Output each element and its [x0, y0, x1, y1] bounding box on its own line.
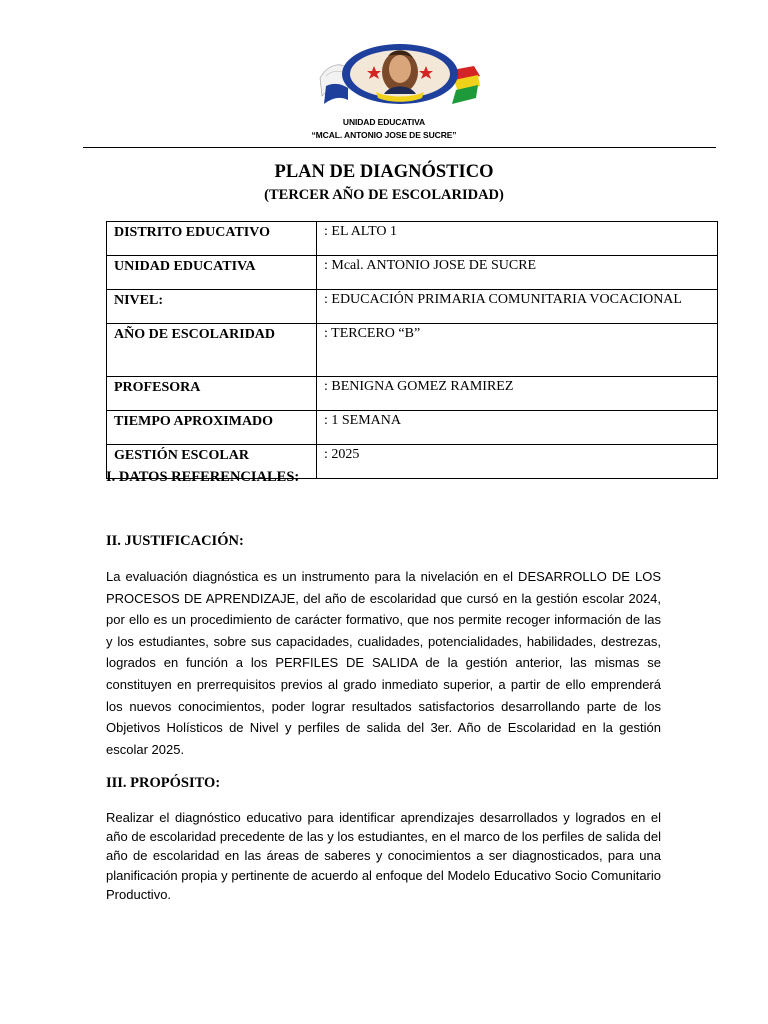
info-key: NIVEL:: [107, 290, 317, 324]
info-value: : EL ALTO 1: [317, 222, 718, 256]
info-value: : BENIGNA GOMEZ RAMIREZ: [317, 377, 718, 411]
info-key: DISTRITO EDUCATIVO: [107, 222, 317, 256]
page-subtitle: (TERCER AÑO DE ESCOLARIDAD): [264, 187, 504, 203]
section-heading-datos: I. DATOS REFERENCIALES:: [106, 469, 300, 485]
info-key: PROFESORA: [107, 377, 317, 411]
info-key: TIEMPO APROXIMADO: [107, 411, 317, 445]
justificacion-paragraph: La evaluación diagnóstica es un instrumento para la nivelación en el DESARROLLO DE LOS PROCESOS DE APRENDIZAJE, del año de escolaridad que cursó en la gestión escolar 2024, por ello es un procedimiento de carácter formativo, que nos permite recoger información de las y los estudiantes, sobre sus capacidades, cualidades, potencialidades, habilidades, destrezas, logrados en función a los PERFILES DE SALIDA de la gestión anterior, las mismas se constituyen en prerrequisitos previos al grado inmediato superior, a partir de ello emprenderá los nuevos conocimientos, poder lograr resultados satisfactorios desarrollando parte de los Objetivos Holísticos de Nivel y perfiles de salida del 3er. Año de Escolaridad en la gestión escolar 2025.: [106, 569, 661, 757]
info-value: : Mcal. ANTONIO JOSE DE SUCRE: [317, 256, 718, 290]
info-key: AÑO DE ESCOLARIDAD: [107, 324, 317, 377]
info-value: : 1 SEMANA: [317, 411, 718, 445]
header-divider: [83, 147, 716, 148]
proposito-paragraph: Realizar el diagnóstico educativo para identificar aprendizajes desarrollados y logrados en el año de escolaridad precedente de las y los estudiantes, en el marco de los perfiles de salida del año de escolaridad en las áreas de saberes y conocimientos a ser diagnosticados, para una planificación propia y pertinente de acuerdo al enfoque del Modelo Educativo Socio Comunitario Productivo.: [106, 810, 661, 902]
info-table: [106, 221, 718, 479]
table-row: [107, 290, 718, 324]
section-heading-justificacion: II. JUSTIFICACIÓN:: [106, 533, 244, 549]
table-row: [107, 222, 718, 256]
info-value: : 2025: [317, 445, 718, 479]
table-row: [107, 256, 718, 290]
school-header-line-1: UNIDAD EDUCATIVA: [342, 117, 426, 127]
info-key: UNIDAD EDUCATIVA: [107, 256, 317, 290]
table-row: [107, 377, 718, 411]
info-value: : EDUCACIÓN PRIMARIA COMUNITARIA VOCACIONAL: [317, 290, 718, 324]
school-crest-icon: [318, 42, 482, 108]
page-title: PLAN DE DIAGNÓSTICO: [274, 162, 494, 182]
table-row: [107, 411, 718, 445]
info-key: GESTIÓN ESCOLAR: [107, 445, 317, 479]
info-value: : TERCERO “B”: [317, 324, 718, 377]
table-row: [107, 324, 718, 377]
school-header-line-2: “MCAL. ANTONIO JOSE DE SUCRE”: [311, 130, 457, 140]
section-heading-proposito: III. PROPÓSITO:: [106, 775, 221, 791]
